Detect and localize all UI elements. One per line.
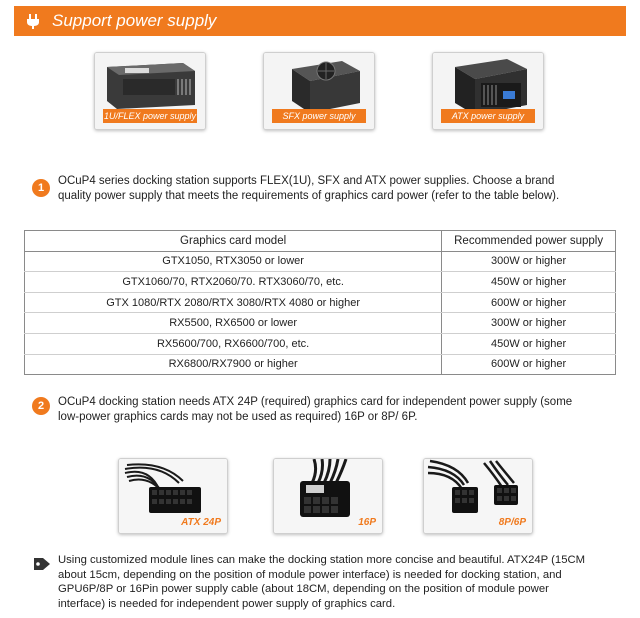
step1-text bbox=[58, 174, 559, 204]
cable-label: ATX 24P bbox=[181, 517, 221, 528]
sfx-psu-card bbox=[263, 52, 375, 130]
section-banner bbox=[14, 6, 626, 36]
note-text bbox=[58, 553, 628, 611]
tag-icon bbox=[32, 556, 52, 572]
psu-cell: 300W or higher bbox=[442, 313, 616, 334]
table-row bbox=[25, 313, 616, 334]
table-row bbox=[25, 354, 616, 375]
gpu-model-cell: GTX 1080/RTX 2080/RTX 3080/RTX 4080 or higher bbox=[25, 292, 442, 313]
atx24p-cable-card bbox=[118, 458, 228, 534]
plug-icon bbox=[14, 6, 52, 36]
psu-label: 1U/FLEX power supply bbox=[103, 111, 197, 121]
step-number-2: 2 bbox=[32, 397, 50, 415]
gpu-model-cell: RX6800/RX7900 or higher bbox=[25, 354, 442, 375]
table-row bbox=[25, 251, 616, 272]
step2-line-2: low-power graphics cards may not be used as required) 16P or 8P/ 6P. bbox=[58, 411, 418, 423]
gpu-model-cell: RX5600/700, RX6600/700, etc. bbox=[25, 333, 442, 354]
cable-label: 8P/6P bbox=[498, 517, 526, 528]
table-row bbox=[25, 292, 616, 313]
table-header-row bbox=[25, 231, 616, 252]
atx-psu-card bbox=[432, 52, 544, 130]
cable-label: 16P bbox=[358, 517, 376, 528]
psu-cell: 600W or higher bbox=[442, 292, 616, 313]
step2-line-1: OCuP4 docking station needs ATX 24P (required) graphics card for independent power supply (some bbox=[58, 396, 573, 408]
step1-line-2: quality power supply that meets the requirements of graphics card power (refer to the table below). bbox=[58, 190, 560, 202]
note-line: about 15cm, depending on the position of module power interface) is needed for docking station, and bbox=[58, 568, 562, 581]
flex-psu-card bbox=[94, 52, 206, 130]
step2-text bbox=[58, 395, 572, 425]
table-row bbox=[25, 333, 616, 354]
header-gpu-model: Graphics card model bbox=[25, 231, 442, 252]
note-line: GPU6P/8P or 16Pin power supply cable (about 18CM, depending on the position of module power bbox=[58, 583, 549, 595]
note-line: Using customized module lines can make the docking station more concise and beautiful. ATX24P (15CM bbox=[58, 554, 586, 566]
table-row bbox=[25, 272, 616, 293]
psu-label: ATX power supply bbox=[441, 109, 535, 123]
banner-title: Support power supply bbox=[52, 11, 217, 30]
power-requirement-table bbox=[24, 230, 616, 375]
psu-cell: 450W or higher bbox=[442, 333, 616, 354]
psu-cell: 450W or higher bbox=[442, 272, 616, 293]
psu-label: SFX power supply bbox=[272, 109, 366, 123]
16p-cable-card bbox=[273, 458, 383, 534]
psu-cell: 600W or higher bbox=[442, 354, 616, 375]
psu-cell: 300W or higher bbox=[442, 251, 616, 272]
step-number-1: 1 bbox=[32, 179, 50, 197]
8p6p-cable-card bbox=[423, 458, 533, 534]
header-recommended-psu: Recommended power supply bbox=[442, 231, 616, 252]
step1-line-1: OCuP4 series docking station supports FLEX(1U), SFX and ATX power supplies. Choose a brand bbox=[58, 175, 555, 187]
gpu-model-cell: GTX1060/70, RTX2060/70. RTX3060/70, etc. bbox=[25, 272, 442, 293]
gpu-model-cell: RX5500, RX6500 or lower bbox=[25, 313, 442, 334]
gpu-model-cell: GTX1050, RTX3050 or lower bbox=[25, 251, 442, 272]
note-line: interface) is needed for independent power supply of graphics card. bbox=[58, 597, 396, 610]
